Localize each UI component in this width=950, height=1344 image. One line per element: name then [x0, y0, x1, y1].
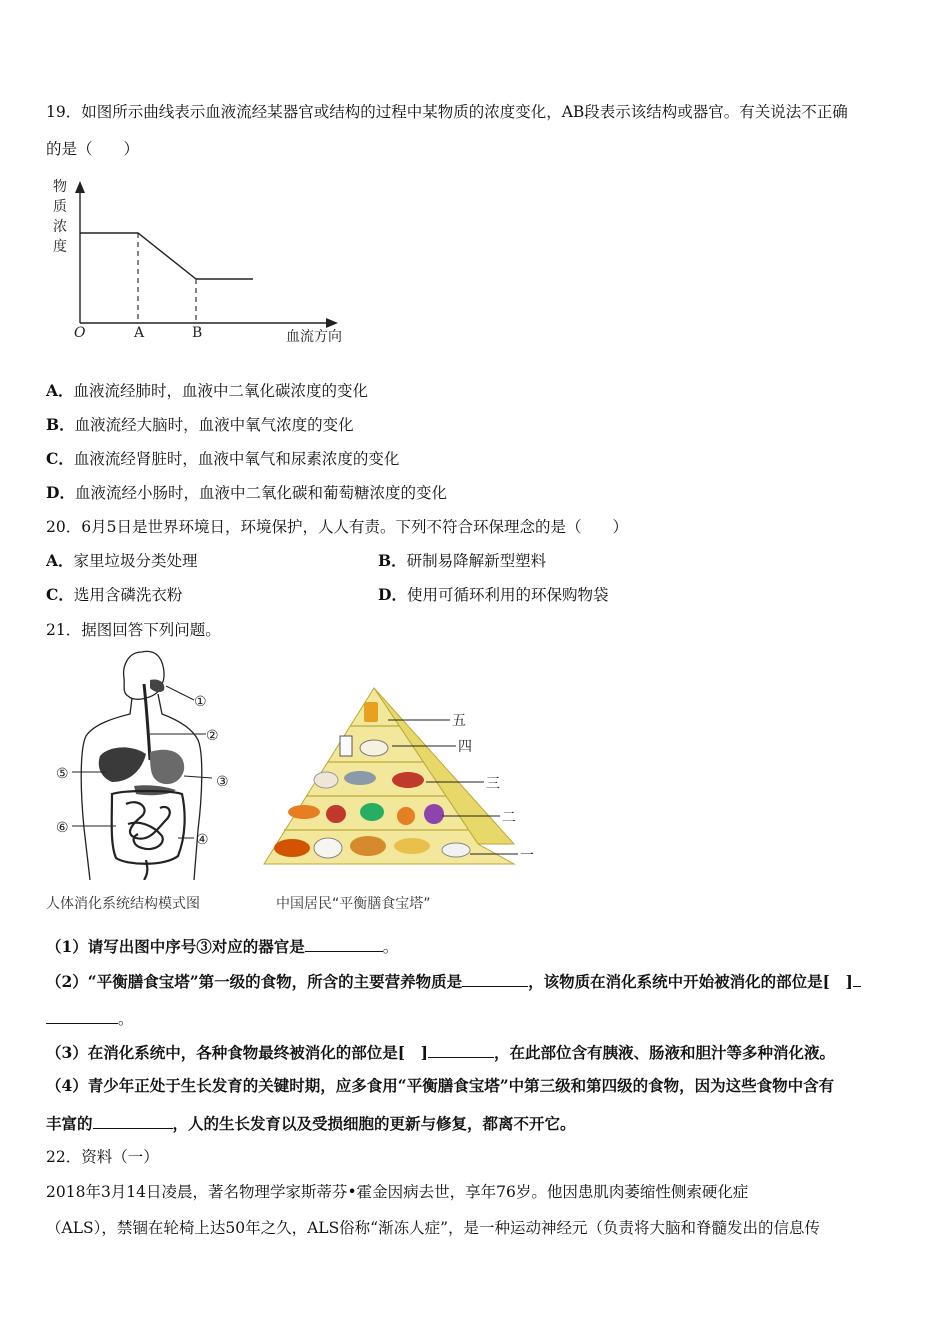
option-letter: B．: [378, 551, 407, 570]
pyramid-level-label: 三: [486, 776, 500, 792]
leader-3: [184, 776, 212, 778]
q22-line1: 2018年3月14日凌晨，著名物理学家斯蒂芬•霍金因病去世，享年76岁。他因患肌肉萎缩性侧索硬化症: [46, 1183, 749, 1201]
intestines: [112, 791, 185, 880]
q19-stem-line2: 的是（ ）: [46, 140, 140, 158]
q19-option-a: [46, 381, 368, 401]
caption-pyramid: 中国居民“平衡膳食宝塔”: [276, 896, 431, 912]
graph-x-arrow: [326, 318, 338, 328]
q19-stem-line1: 19．如图所示曲线表示血液流经某器官或结构的过程中某物质的浓度变化，AB段表示该结构或器官。有关说法不正确: [46, 103, 848, 121]
q19-option-d: [46, 483, 447, 503]
sub4-text-c: ，人的生长发育以及受损细胞的更新与修复，都离不开它。: [172, 1114, 576, 1133]
option-text: 血液流经大脑时，血液中氧气浓度的变化: [74, 416, 354, 434]
graph-origin: O: [74, 325, 86, 341]
answer-blank[interactable]: [46, 1008, 118, 1024]
q21-sub1: [46, 936, 398, 957]
graph-curve: [80, 233, 253, 279]
option-text: 研制易降解新型塑料: [406, 552, 547, 570]
q22-line2: （ALS），禁锢在轮椅上达50年之久，ALS俗称“渐冻人症”，是一种运动神经元（负责将大脑和脊髓发出的信息传: [46, 1219, 821, 1237]
digestive-label-3: ③: [216, 774, 229, 790]
pyramid-level-label: 二: [502, 810, 516, 826]
answer-blank[interactable]: [305, 936, 383, 952]
liver: [99, 747, 146, 782]
q21-sub2: [46, 971, 861, 992]
q20-option-b: [378, 551, 546, 571]
sub1-text-a: （1）请写出图中序号③对应的器官是: [46, 937, 305, 956]
graph-ylabel-char: 度: [53, 239, 67, 255]
sub2-text-a: （2）“平衡膳食宝塔”第一级的食物，所含的主要营养物质是: [46, 972, 463, 991]
graph-tick-b: B: [192, 325, 203, 341]
option-text: 选用含磷洗衣粉: [73, 586, 183, 604]
sub1-text-b: 。: [382, 938, 399, 956]
graph-ylabel-char: 物: [53, 179, 67, 195]
graph-ylabel-char: 质: [53, 199, 67, 215]
q20-option-c: [46, 585, 182, 605]
q21-stem: 21．据图回答下列问题。: [46, 621, 221, 639]
answer-blank[interactable]: [853, 971, 861, 987]
q20-stem: 20．6月5日是世界环境日，环境保护，人人有责。下列不符合环保理念的是（ ）: [46, 518, 628, 536]
option-text: 血液流经小肠时，血液中二氧化碳和葡萄糖浓度的变化: [74, 484, 447, 502]
caption-digestive: 人体消化系统结构模式图: [46, 896, 200, 912]
digestive-label-1: ①: [194, 694, 207, 710]
answer-blank[interactable]: [462, 971, 528, 987]
graph-y-arrow: [75, 181, 85, 193]
graph-tick-a: A: [134, 325, 145, 341]
q21-sub4-cont: [46, 1113, 576, 1134]
sub2-text-c: 。: [118, 1010, 134, 1028]
q20-option-d: [378, 585, 608, 605]
q21-sub2-cont: [46, 1008, 134, 1029]
leader-1: [166, 686, 194, 700]
q19-option-b: [46, 415, 354, 435]
option-letter: A．: [46, 551, 74, 570]
digestive-label-5: ⑤: [56, 766, 69, 782]
digestive-system-figure: [50, 648, 250, 880]
option-text: 血液流经肺时，血液中二氧化碳浓度的变化: [73, 382, 369, 400]
graph-ylabel-char: 浓: [53, 219, 67, 235]
option-text: 家里垃圾分类处理: [73, 552, 198, 570]
q21-sub3: [46, 1042, 835, 1063]
sub4-text-a: （4）青少年正处于生长发育的关键时期，应多食用“平衡膳食宝塔”中第三级和第四级的食物，因为这些食物中含有: [46, 1076, 835, 1095]
food-pyramid-figure: [256, 684, 546, 874]
sub3-text-b: ，在此部位含有胰液、肠液和胆汁等多种消化液。: [493, 1043, 835, 1062]
digestive-label-6: ⑥: [56, 820, 69, 836]
option-letter: C．: [46, 585, 74, 604]
option-letter: A．: [46, 381, 74, 400]
option-letter: B．: [46, 415, 75, 434]
pyramid-level-label: 五: [452, 713, 466, 729]
answer-blank[interactable]: [428, 1042, 494, 1058]
digestive-label-2: ②: [206, 728, 219, 744]
stomach: [150, 750, 184, 784]
option-text: 血液流经肾脏时，血液中氧气和尿素浓度的变化: [73, 450, 400, 468]
option-letter: D．: [378, 585, 407, 604]
q19-option-c: [46, 449, 399, 469]
sub2-text-b: ，该物质在消化系统中开始被消化的部位是[ ]: [528, 972, 853, 991]
graph-xlabel: 血流方向: [286, 329, 342, 345]
sub3-text-a: （3）在消化系统中，各种食物最终被消化的部位是[ ]: [46, 1043, 428, 1062]
option-text: 使用可循环利用的环保购物袋: [406, 586, 609, 604]
digestive-label-4: ④: [196, 832, 209, 848]
esophagus: [144, 684, 150, 760]
q22-stem: 22．资料（一）: [46, 1148, 159, 1166]
concentration-graph: [48, 175, 378, 350]
sub4-text-b: 丰富的: [46, 1114, 93, 1133]
option-letter: C．: [46, 449, 74, 468]
q21-sub4: [46, 1076, 834, 1096]
answer-blank[interactable]: [93, 1113, 173, 1129]
option-letter: D．: [46, 483, 75, 502]
mouth-organ: [150, 679, 164, 692]
pyramid-level-label: 一: [520, 848, 534, 864]
pyramid-level-label: 四: [458, 739, 472, 755]
q20-option-a: [46, 551, 198, 571]
